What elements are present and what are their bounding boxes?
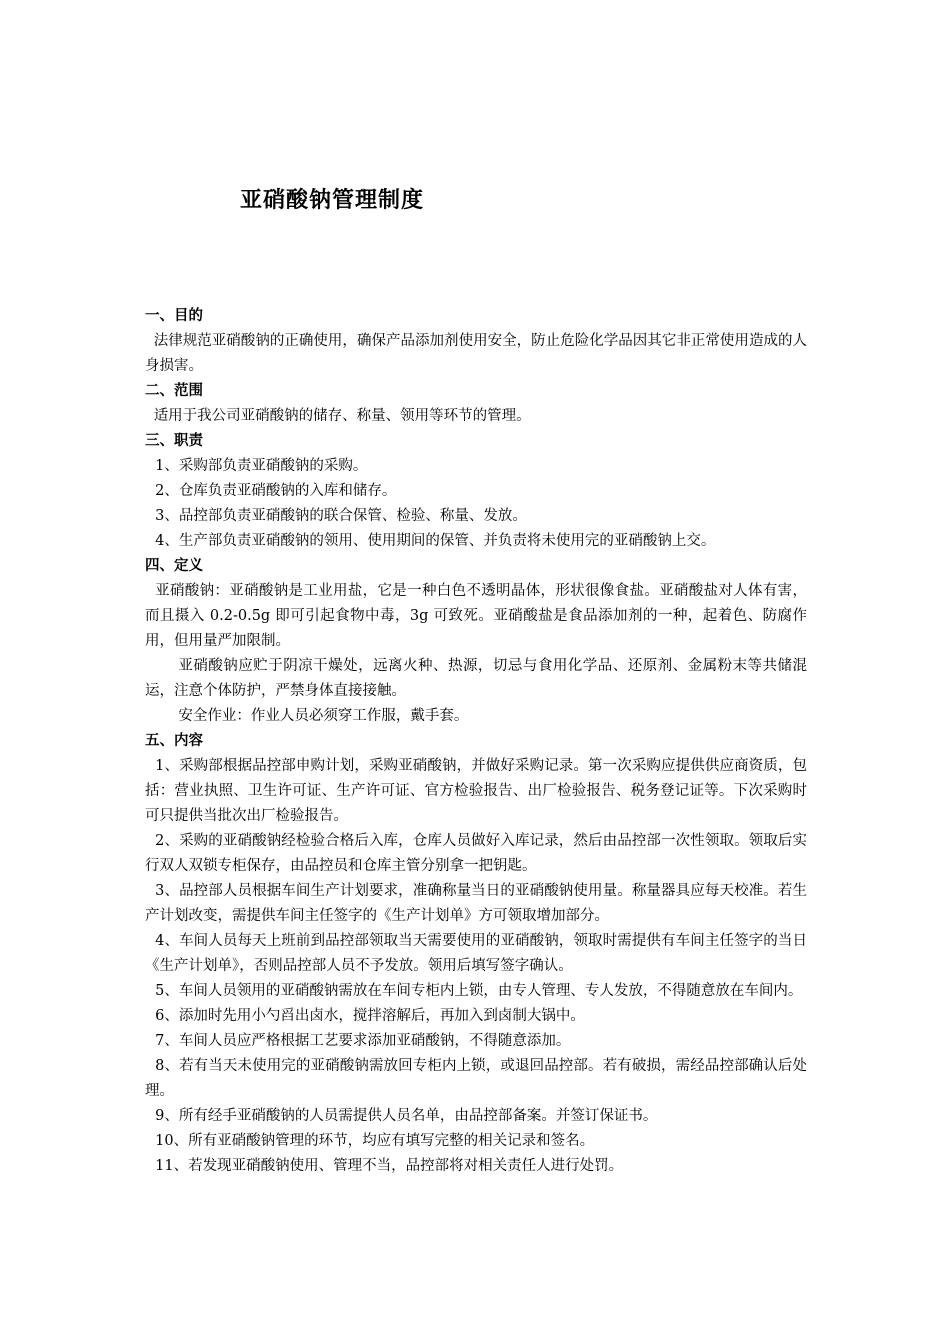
document-title: 亚硝酸钠管理制度 xyxy=(240,188,425,213)
storage-paragraph: 亚硝酸钠应贮于阴凉干燥处，远离火种、热源，切忌与食用化学品、还原剂、金属粉末等共储混运，注意个体防护，严禁身体直接接触。 xyxy=(145,658,807,699)
content-item: 2、采购的亚硝酸钠经检验合格后入库，仓库人员做好入库记录，然后由品控部一次性领取。领取后实行双人双锁专柜保存，由品控员和仓库主管分别拿一把钥匙。 xyxy=(145,833,807,874)
responsibility-item: 2、仓库负责亚硝酸钠的入库和储存。 xyxy=(155,483,397,499)
document-body xyxy=(145,304,807,1179)
content-item: 7、车间人员应严格根据工艺要求添加亚硝酸钠，不得随意添加。 xyxy=(155,1033,571,1049)
section-heading-content: 五、内容 xyxy=(145,733,203,749)
section-heading-scope: 二、范围 xyxy=(145,383,203,399)
content-item: 9、所有经手亚硝酸钠的人员需提供人员名单，由品控部备案。并签订保证书。 xyxy=(155,1108,658,1124)
content-item: 10、所有亚硝酸钠管理的环节，均应有填写完整的相关记录和签名。 xyxy=(155,1133,595,1149)
section-heading-definition: 四、定义 xyxy=(145,558,203,574)
purpose-paragraph: 法律规范亚硝酸钠的正确使用，确保产品添加剂使用安全，防止危险化学品因其它非正常使用造成的人身损害。 xyxy=(145,333,807,374)
section-heading-purpose: 一、目的 xyxy=(145,308,203,324)
content-item: 8、若有当天未使用完的亚硝酸钠需放回专柜内上锁，或退回品控部。若有破损，需经品控部确认后处理。 xyxy=(145,1058,807,1099)
content-item: 6、添加时先用小勺舀出卤水，搅拌溶解后，再加入到卤制大锅中。 xyxy=(155,1008,585,1024)
scope-paragraph: 适用于我公司亚硝酸钠的储存、称量、领用等环节的管理。 xyxy=(153,408,531,424)
responsibility-item: 1、采购部负责亚硝酸钠的采购。 xyxy=(155,458,368,474)
definition-paragraph: 亚硝酸钠：亚硝酸钠是工业用盐，它是一种白色不透明晶体，形状很像食盐。亚硝酸盐对人体有害，而且摄入 0.2-0.5g 即可引起食物中毒，3g 可致死。亚硝酸盐是食品添加剂的一种，起着色、防腐作用，但用量严加限制。 xyxy=(145,583,807,649)
section-heading-responsibilities: 三、职责 xyxy=(145,433,203,449)
content-item: 4、车间人员每天上班前到品控部领取当天需要使用的亚硝酸钠，领取时需提供有车间主任签字的当日《生产计划单》，否则品控部人员不予发放。领用后填写签字确认。 xyxy=(145,933,807,974)
safety-paragraph: 安全作业：作业人员必须穿工作服，戴手套。 xyxy=(178,708,469,724)
responsibility-item: 4、生产部负责亚硝酸钠的领用、使用期间的保管、并负责将未使用完的亚硝酸钠上交。 xyxy=(155,533,716,549)
responsibility-item: 3、品控部负责亚硝酸钠的联合保管、检验、称量、发放。 xyxy=(155,508,527,524)
content-item: 1、采购部根据品控部申购计划，采购亚硝酸钠，并做好采购记录。第一次采购应提供供应商资质，包括：营业执照、卫生许可证、生产许可证、官方检验报告、出厂检验报告、税务登记证等。下次采购时可只提供当批次出厂检验报告。 xyxy=(145,758,807,824)
content-item: 11、若发现亚硝酸钠使用、管理不当，品控部将对相关责任人进行处罚。 xyxy=(155,1158,624,1174)
content-item: 3、品控部人员根据车间生产计划要求，准确称量当日的亚硝酸钠使用量。称量器具应每天校准。若生产计划改变，需提供车间主任签字的《生产计划单》方可领取增加部分。 xyxy=(145,883,807,924)
content-item: 5、车间人员领用的亚硝酸钠需放在车间专柜内上锁，由专人管理、专人发放，不得随意放在车间内。 xyxy=(155,983,803,999)
